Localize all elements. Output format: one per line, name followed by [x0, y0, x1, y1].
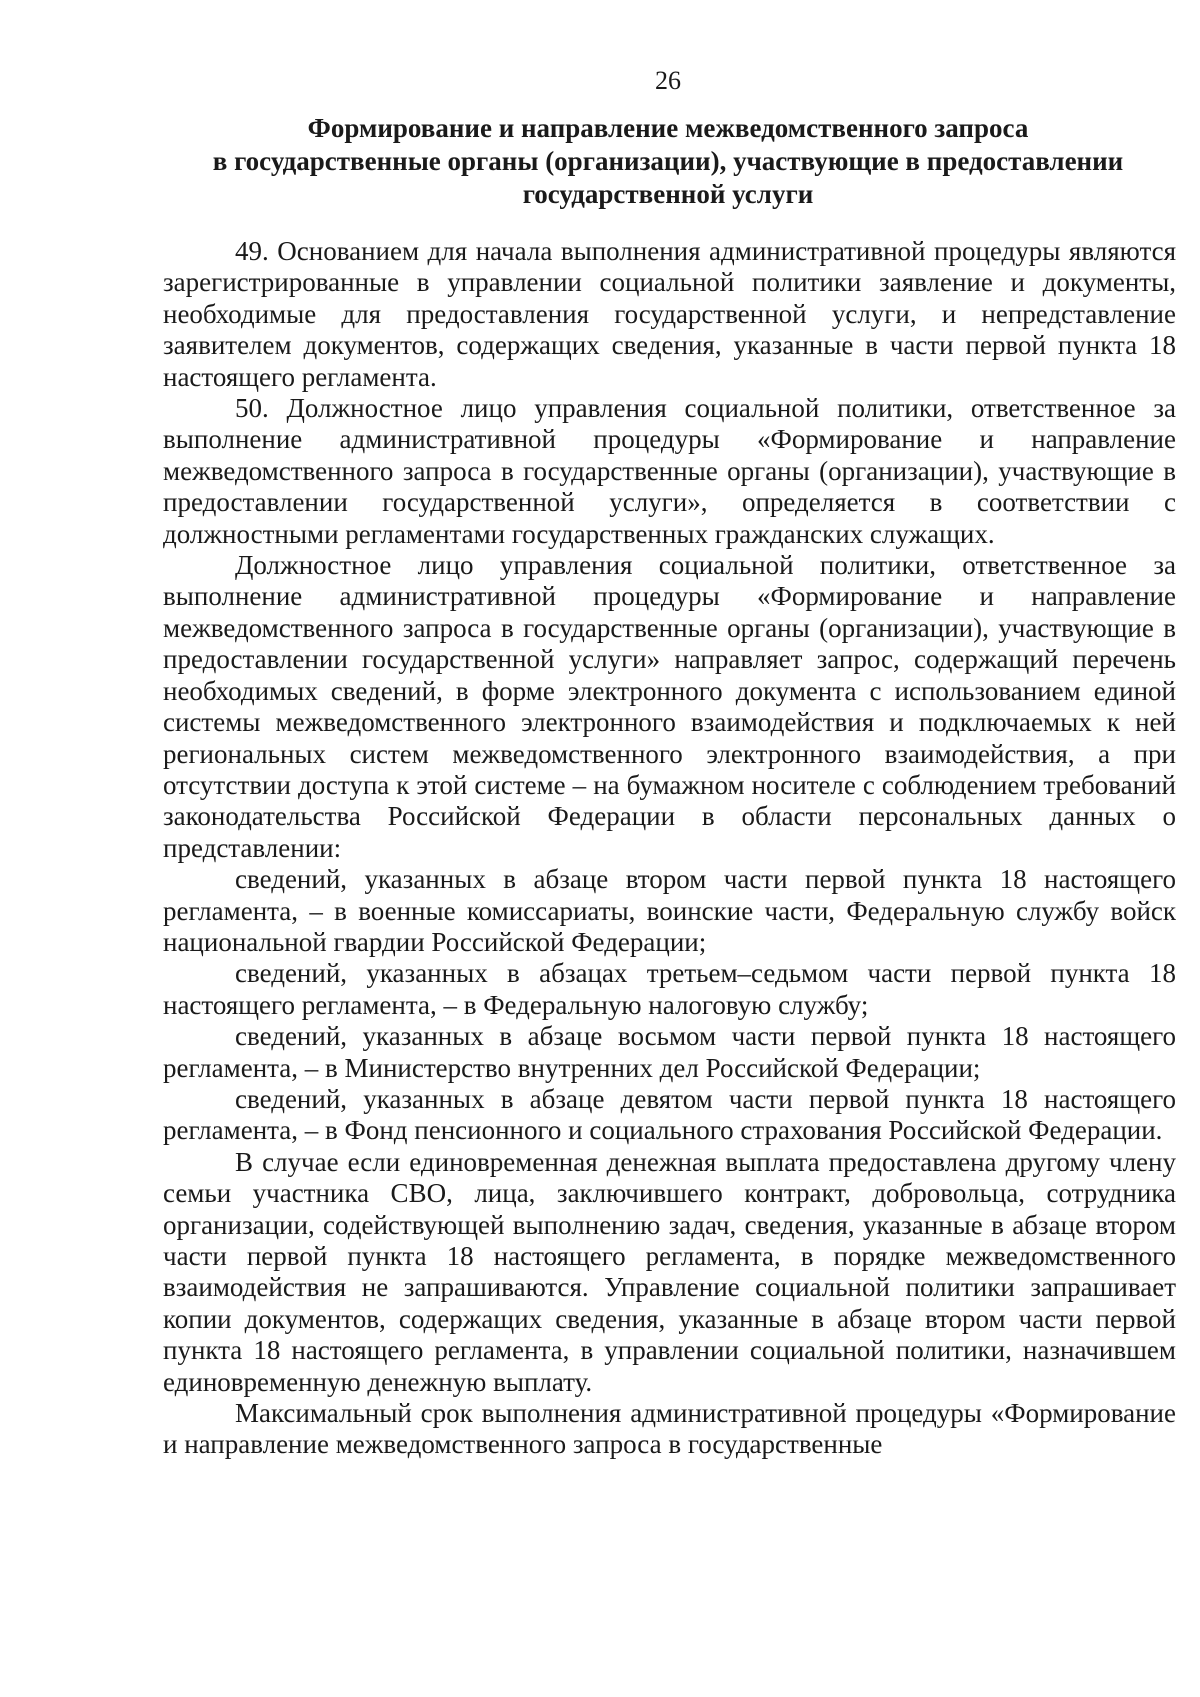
list-item: сведений, указанных в абзаце девятом части первой пункта 18 настоящего регламента, – в Фонд пенсионного и социального страхования Российской Федерации.	[163, 1083, 1176, 1146]
paragraph-50: 50. Должностное лицо управления социальной политики, ответственное за выполнение административной процедуры «Формирование и направление межведомственного запроса в государственные органы (организации), участвующие в предоставлении государственной услуги», определяется в соответствии с должностными регламентами государственных гражданских служащих.	[163, 393, 1176, 549]
section-heading	[160, 112, 1176, 211]
paragraph: В случае если единовременная денежная выплата предоставлена другому члену семьи участника СВО, лица, заключившего контракт, добровольца, сотрудника организации, содействующей выполнению задач, сведения, указанные в абзаце втором части первой пункта 18 настоящего регламента, в порядке межведомственного взаимодействия не запрашиваются. Управление социальной политики запрашивает копии документов, содержащих сведения, указанные в абзаце втором части первой пункта 18 настоящего регламента, в управлении социальной политики, назначившем единовременную денежную выплату.	[163, 1146, 1176, 1397]
paragraph: Максимальный срок выполнения административной процедуры «Формирование и направление межведомственного запроса в государственные	[163, 1398, 1176, 1460]
paragraph: Должностное лицо управления социальной политики, ответственное за выполнение административной процедуры «Формирование и направление межведомственного запроса в государственные органы (организации), участвующие в предоставлении государственной услуги» направляет запрос, содержащий перечень необходимых сведений, в форме электронного документа с использованием единой системы межведомственного электронного взаимодействия и подключаемых к ней региональных систем межведомственного электронного взаимодействия, а при отсутствии доступа к этой системе – на бумажном носителе с соблюдением требований законодательства Российской Федерации в области персональных данных о представлении:	[163, 550, 1176, 863]
list-item: сведений, указанных в абзаце втором части первой пункта 18 настоящего регламента, – в военные комиссариаты, воинские части, Федеральную службу войск национальной гвардии Российской Федерации;	[163, 864, 1176, 957]
heading-line-2: в государственные органы (организации), участвующие в предоставлении	[212, 146, 1124, 176]
heading-line-1: Формирование и направление межведомственного запроса	[307, 113, 1029, 143]
list-item: сведений, указанных в абзаце восьмом части первой пункта 18 настоящего регламента, – в Министерство внутренних дел Российской Федерации;	[163, 1021, 1176, 1083]
heading-line-3: государственной услуги	[522, 179, 814, 209]
page-number: 26	[655, 66, 681, 95]
document-body	[163, 236, 1176, 1461]
paragraph-49: 49. Основанием для начала выполнения административной процедуры являются зарегистрированные в управлении социальной политики заявление и документы, необходимые для предоставления государственной услуги, и непредставление заявителем документов, содержащих сведения, указанные в части первой пункта 18 настоящего регламента.	[163, 236, 1176, 392]
list-item: сведений, указанных в абзацах третьем–седьмом части первой пункта 18 настоящего регламента, – в Федеральную налоговую службу;	[163, 958, 1176, 1020]
